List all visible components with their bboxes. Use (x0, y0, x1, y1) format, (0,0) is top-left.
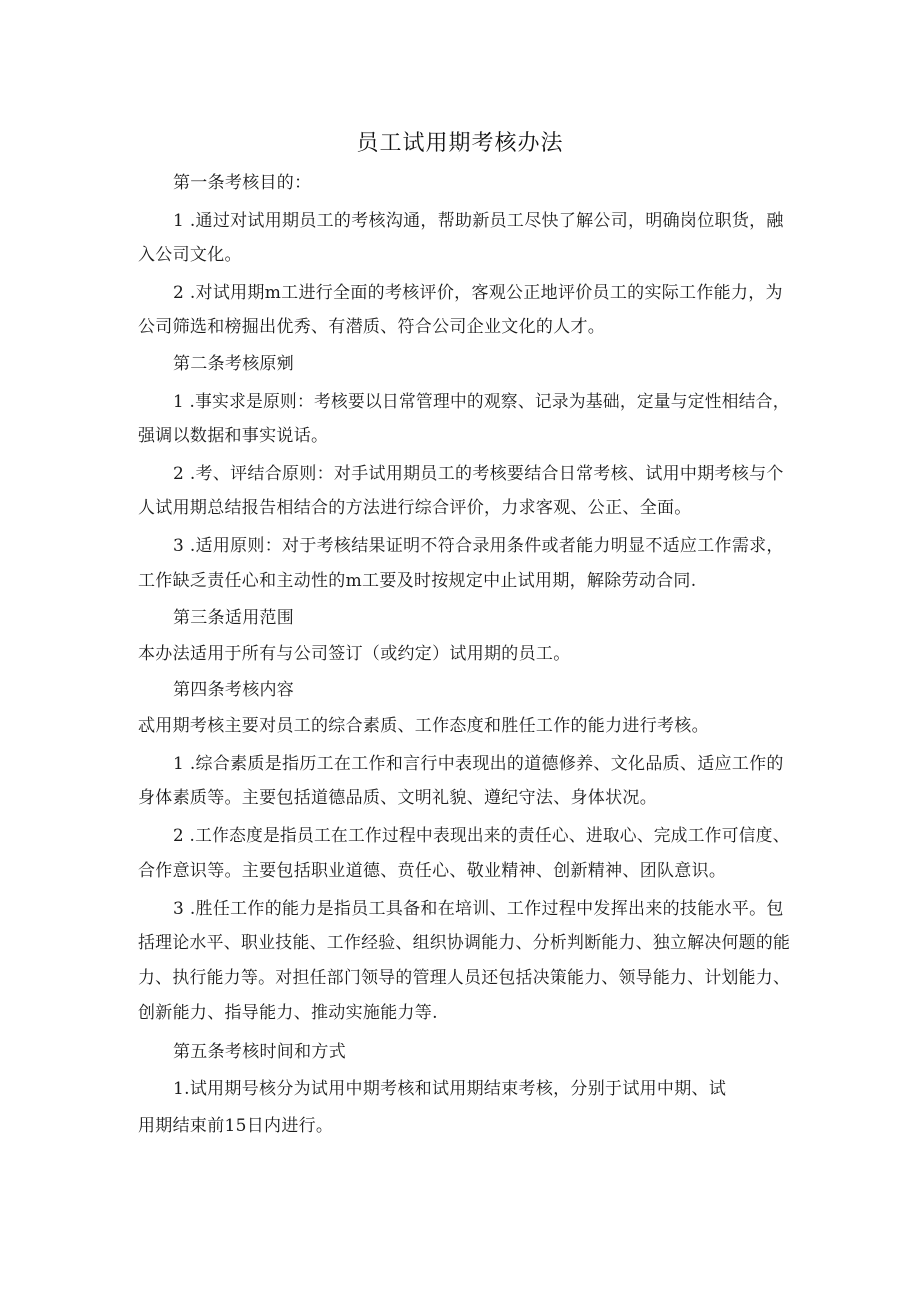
article-4-item-3-line-4: 创新能力、指导能力、推动实施能力等. (138, 1003, 438, 1023)
article-4-item-2-line-1: 2 .工作态度是指员工在工作过程中表现出来的责任心、进取心、完成工作可信度、 (173, 826, 790, 846)
article-4-item-1-line-1: 1 .综合素质是指历工在工作和言行中表现出的道德修养、文化品质、适应工作的 (173, 754, 784, 774)
article-5-item-1-line-2: 用期结束前15日内进行。 (138, 1116, 334, 1136)
article-2-item-1-line-1: 1 .事实求是原则：考核要以日常管理中的观察、记录为基础，定量与定性相结合， (173, 392, 790, 412)
article-5-heading: 第五条考核时间和方式 (173, 1042, 346, 1062)
article-2-item-2-line-1: 2 .考、评结合原则：对手试用期员工的考核要结合日常考核、试用中期考核与个 (173, 464, 784, 484)
article-3-heading: 第三条适用范围 (173, 608, 295, 628)
article-2-item-2-line-2: 人试用期总结报告相结合的方法进行综合评价，力求客观、公正、全面。 (138, 498, 692, 518)
article-1-item-2-line-1: 2 .对试用期m工进行全面的考核评价，客观公正地评价员工的实际工作能力，为 (173, 283, 783, 303)
article-1-heading: 第一条考核目的： (173, 173, 312, 193)
article-4-intro: 忒用期考核主要对员工的综合素质、工作态度和胜任工作的能力进行考核。 (138, 716, 709, 736)
article-4-item-1-line-2: 身体素质等。主要包括道德品质、文明礼貌、遵纪守法、身体状况。 (138, 788, 657, 808)
article-4-item-2-line-2: 合作意识等。主要包括职业道德、贲任心、敬业精神、创新精神、团队意识。 (138, 861, 727, 881)
article-1-item-1-line-1: 1 .通过对试用期员工的考核沟通，帮助新员工尽快了解公司，明确岗位职货，融 (173, 211, 784, 231)
article-1-item-2-line-2: 公司筛选和榜掘出优秀、有潜质、符合公司企业文化的人才。 (138, 317, 606, 337)
document-title: 员工试用期考核办法 (356, 131, 564, 156)
article-2-item-1-line-2: 强调以数据和事实说话。 (138, 426, 329, 446)
article-4-heading: 第四条考核内容 (173, 680, 295, 700)
article-4-item-3-line-3: 力、执行能力等。对担任部门领导的管理人员还包括决策能力、领导能力、计划能力、 (138, 968, 791, 988)
article-2-item-3-line-1: 3 .适用原则：对于考核结果证明不符合录用条件或者能力明显不适应工作需求， (173, 536, 784, 556)
article-3-body: 本办法适用于所有与公司签订（或约定）试用期的员工。 (138, 644, 571, 664)
article-5-item-1-line-1: 1.试用期号核分为试用中期考核和试用期结束考核，分别于试用中期、试 (173, 1079, 727, 1099)
article-1-item-1-line-2: 入公司文化。 (138, 245, 242, 265)
article-2-item-3-line-2: 工作缺乏责任心和主动性的m工要及时按规定中止试用期，解除劳动合同. (138, 571, 697, 591)
article-2-heading: 第二条考核原剜 (173, 354, 295, 374)
article-4-item-3-line-1: 3 .胜任工作的能力是指员工具备和在培训、工作过程中发挥出来的技能水平。包 (173, 899, 784, 919)
article-4-item-3-line-2: 括理论水平、职业技能、工作经验、组织协调能力、分析判断能力、独立解决何题的能 (138, 933, 791, 953)
